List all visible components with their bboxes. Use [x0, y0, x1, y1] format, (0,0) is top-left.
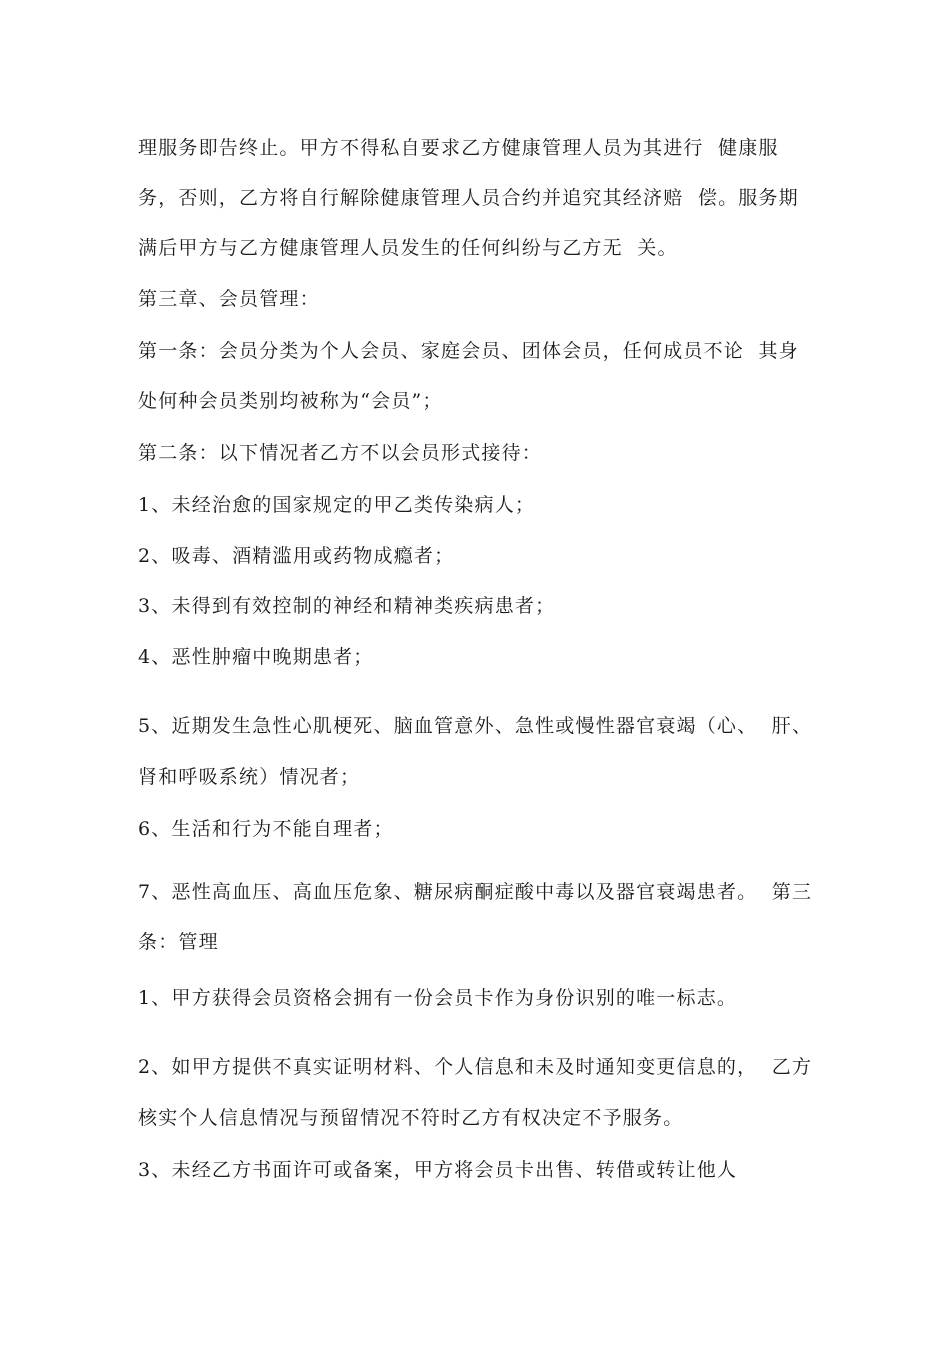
list-item: 2、吸毒、酒精滥用或药物成瘾者； [138, 545, 455, 567]
article-3-heading: 条：管理 [138, 931, 219, 953]
body-line: 满后甲方与乙方健康管理人员发生的任何纠纷与乙方无 关。 [138, 237, 678, 259]
list-item-continued: 肾和呼吸系统）情况者； [138, 766, 361, 788]
list-item: 7、恶性高血压、高血压危象、糖尿病酮症酸中毒以及器官衰竭患者。 第三 [138, 881, 813, 903]
body-line: 务，否则，乙方将自行解除健康管理人员合约并追究其经济赔 偿。服务期 [138, 187, 799, 209]
list-item: 3、未经乙方书面许可或备案，甲方将会员卡出售、转借或转让他人 [138, 1159, 738, 1181]
list-item: 1、甲方获得会员资格会拥有一份会员卡作为身份识别的唯一标志。 [138, 987, 738, 1009]
list-item: 6、生活和行为不能自理者； [138, 818, 394, 840]
list-item: 1、未经治愈的国家规定的甲乙类传染病人； [138, 494, 536, 516]
list-item: 2、如甲方提供不真实证明材料、个人信息和未及时通知变更信息的， 乙方 [138, 1056, 813, 1078]
body-line: 理服务即告终止。甲方不得私自要求乙方健康管理人员为其进行 健康服 [138, 137, 779, 159]
body-line: 处何种会员类别均被称为“会员”； [138, 390, 443, 412]
chapter-heading: 第三章、会员管理： [138, 288, 320, 310]
article-2: 第二条：以下情况者乙方不以会员形式接待： [138, 442, 543, 464]
list-item-continued: 核实个人信息情况与预留情况不符时乙方有权决定不予服务。 [138, 1107, 684, 1129]
list-item: 5、近期发生急性心肌梗死、脑血管意外、急性或慢性器官衰竭（心、 肝、 [138, 715, 813, 737]
list-item: 3、未得到有效控制的神经和精神类疾病患者； [138, 595, 556, 617]
article-1: 第一条：会员分类为个人会员、家庭会员、团体会员，任何成员不论 其身 [138, 340, 799, 362]
list-item: 4、恶性肿瘤中晚期患者； [138, 646, 374, 668]
